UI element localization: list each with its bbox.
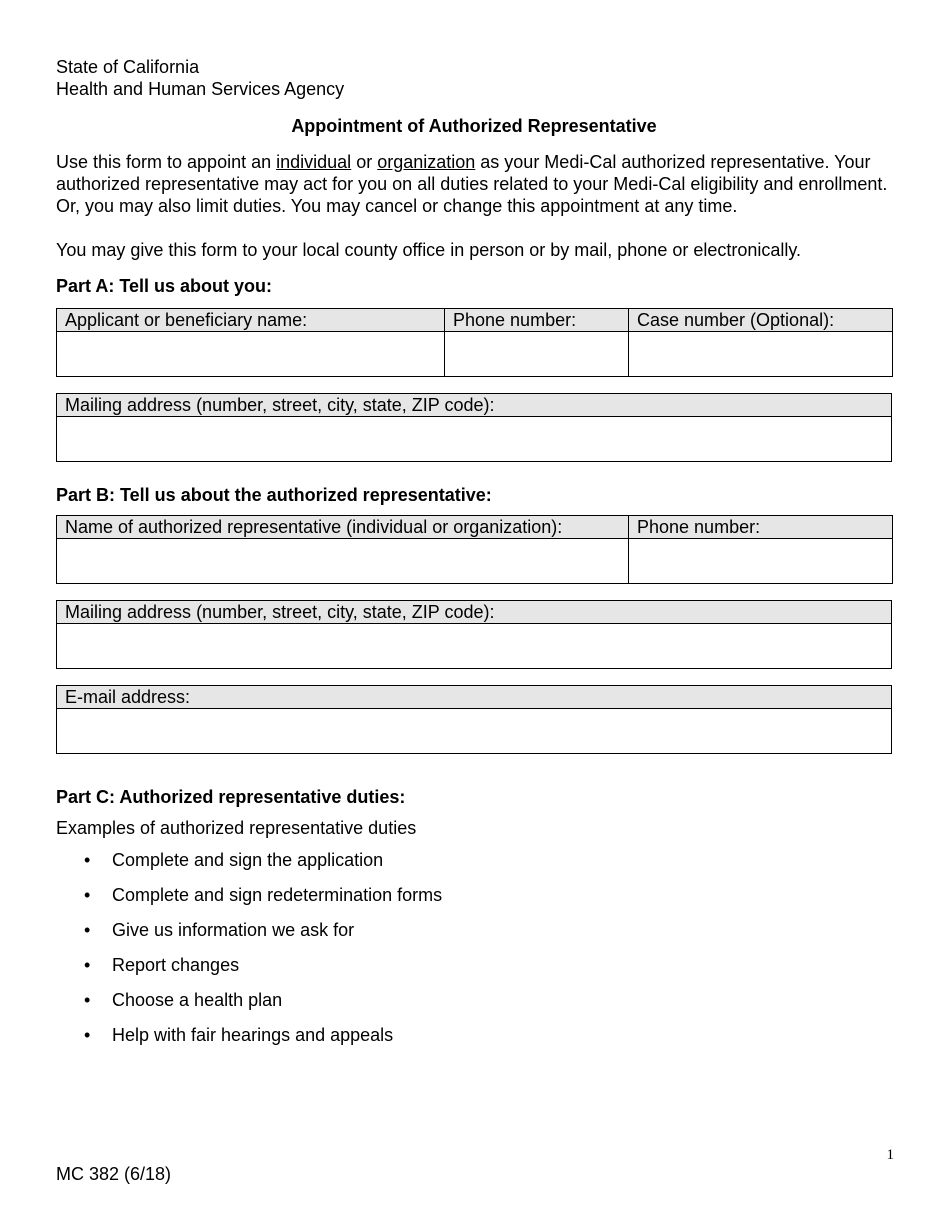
form-code: MC 382 (6/18) <box>56 1164 172 1184</box>
list-item <box>56 954 892 989</box>
duty-text: Give us information we ask for <box>112 920 355 940</box>
list-item <box>56 884 892 919</box>
applicant-name-label: Applicant or beneficiary name: <box>57 309 445 332</box>
representative-address-table <box>56 600 892 669</box>
list-item <box>56 989 892 1024</box>
intro-text-start: Use this form to appoint an <box>56 152 277 172</box>
intro-individual: individual <box>276 152 352 172</box>
representative-phone-field[interactable] <box>629 539 893 584</box>
list-item <box>56 849 892 884</box>
duty-text: Choose a health plan <box>112 990 283 1010</box>
duties-list <box>56 849 892 1059</box>
case-number-label: Case number (Optional): <box>629 309 893 332</box>
representative-email-table <box>56 685 892 754</box>
bullet-icon: • <box>84 885 91 905</box>
applicant-mailing-address-label: Mailing address (number, street, city, state, ZIP code): <box>57 394 892 417</box>
part-a-heading: Part A: Tell us about you: <box>56 276 273 296</box>
duties-examples-label: Examples of authorized representative duties <box>56 818 417 838</box>
submission-instructions: You may give this form to your local county office in person or by mail, phone or electronically. <box>56 240 802 260</box>
representative-name-label: Name of authorized representative (individual or organization): <box>57 516 629 539</box>
form-page <box>56 56 892 1059</box>
representative-mailing-address-label: Mailing address (number, street, city, state, ZIP code): <box>57 601 892 624</box>
applicant-info-table <box>56 308 893 377</box>
representative-name-field[interactable] <box>57 539 629 584</box>
representative-info-table <box>56 515 893 584</box>
duty-text: Help with fair hearings and appeals <box>112 1025 394 1045</box>
applicant-name-field[interactable] <box>57 332 445 377</box>
intro-or: or <box>351 152 378 172</box>
bullet-icon: • <box>84 1025 91 1045</box>
intro-text-end: as your Medi-Cal authorized representative. Your authorized representative may act for you on all duties related to your Medi-Cal eligibility and enrollment. Or, you may also limit duties. You may cancel or change this appointment at any time. <box>56 152 888 216</box>
case-number-field[interactable] <box>629 332 893 377</box>
representative-email-field[interactable] <box>57 709 892 754</box>
bullet-icon: • <box>84 920 91 940</box>
list-item <box>56 919 892 954</box>
bullet-icon: • <box>84 850 91 870</box>
part-c-heading: Part C: Authorized representative duties: <box>56 787 406 807</box>
part-b-heading: Part B: Tell us about the authorized representative: <box>56 485 492 505</box>
form-title: Appointment of Authorized Representative <box>291 116 657 136</box>
representative-phone-label: Phone number: <box>629 516 893 539</box>
bullet-icon: • <box>84 990 91 1010</box>
bullet-icon: • <box>84 955 91 975</box>
page-number: 1 <box>886 1147 894 1163</box>
state-name: State of California <box>56 57 200 77</box>
intro-organization: organization <box>377 152 476 172</box>
representative-mailing-address-field[interactable] <box>57 624 892 669</box>
duty-text: Report changes <box>112 955 240 975</box>
applicant-phone-label: Phone number: <box>445 309 629 332</box>
duty-text: Complete and sign the application <box>112 850 384 870</box>
duty-text: Complete and sign redetermination forms <box>112 885 443 905</box>
applicant-phone-field[interactable] <box>445 332 629 377</box>
applicant-mailing-address-field[interactable] <box>57 417 892 462</box>
representative-email-label: E-mail address: <box>57 686 892 709</box>
applicant-address-table <box>56 393 892 462</box>
intro-paragraph <box>56 151 892 217</box>
agency-name: Health and Human Services Agency <box>56 79 345 99</box>
list-item <box>56 1024 892 1059</box>
